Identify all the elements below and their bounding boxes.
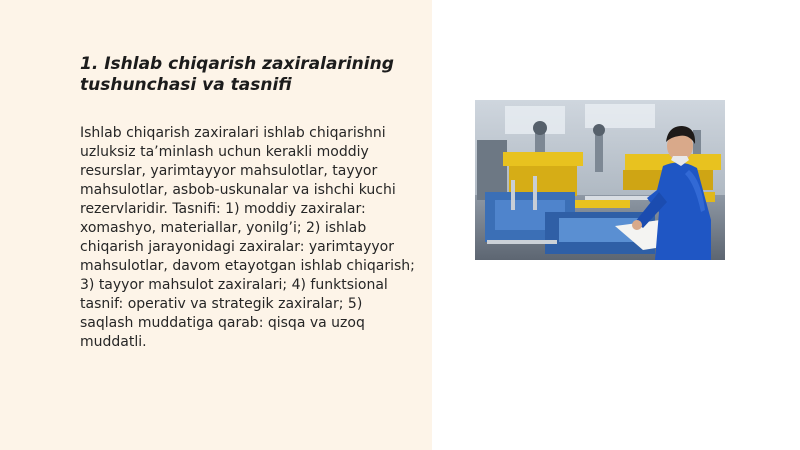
factory-photo-illustration: [475, 100, 725, 260]
slide-title: 1. Ishlab chiqarish zaxiralarining tushunchasi va tasnifi: [80, 54, 394, 95]
factory-photo: [475, 100, 725, 260]
slide-body-text: Ishlab chiqarish zaxiralari ishlab chiqarishni uzluksiz ta’minlash uchun kerakli moddiy resurslar, yarimtayyor mahsulotlar, tayyor mahsulotlar, asbob-uskunalar va ishchi kuchi rezervlaridir. Tasnifi: 1) moddiy zaxiralar: xomashyo, materiallar, yonilg’i; 2) ishlab chiqarish jarayonidagi zaxiralar: yarimtayyor mahsulotlar, davom etayotgan ishlab chiqarish; 3) tayyor mahsulot zaxiralari; 4) funktsional tasnif: operativ va strategik zaxiralar; 5) saqlash muddatiga qarab: qisqa va uzoq muddatli.: [80, 125, 415, 350]
